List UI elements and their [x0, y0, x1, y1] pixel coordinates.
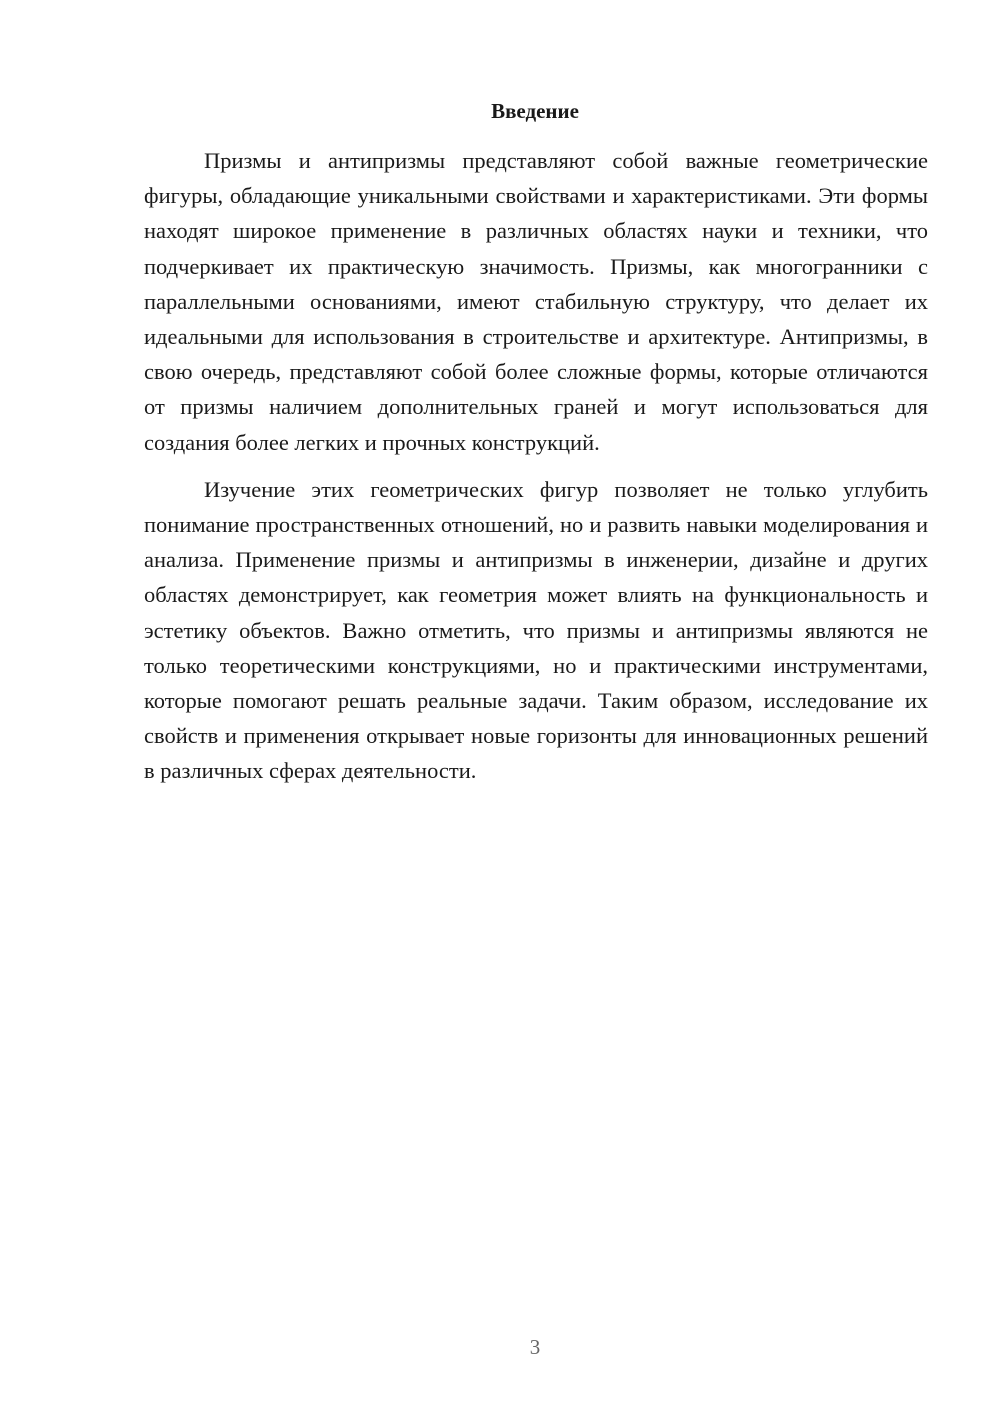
page-number: 3 [529, 1335, 541, 1359]
body-text [144, 143, 928, 801]
section-title: Введение [491, 99, 579, 123]
paragraph-study: Изучение этих геометрических фигур позволяет не только углубить понимание пространственных отношений, но и развить навыки моделирования и анализа. Применение призмы и антипризмы в инженерии, дизайне и других областях демонстрирует, как геометрия может влиять на функциональность и эстетику объектов. Важно отметить, что призмы и антипризмы являются не только теоретическими конструкциями, но и практическими инструментами, которые помогают решать реальные задачи. Таким образом, исследование их свойств и применения открывает новые горизонты для инновационных решений в различных сферах деятельности. [144, 476, 928, 784]
paragraph-intro: Призмы и антипризмы представляют собой важные геометрические фигуры, обладающие уникальными свойствами и характеристиками. Эти формы находят широкое применение в различных областях науки и техники, что подчеркивает их практическую значимость. Призмы, как многогранники с параллельными основаниями, имеют стабильную структуру, что делает их идеальными для использования в строительстве и архитектуре. Антипризмы, в свою очередь, представляют собой более сложные формы, которые отличаются от призмы наличием дополнительных граней и могут использоваться для создания более легких и прочных конструкций. [144, 148, 928, 455]
